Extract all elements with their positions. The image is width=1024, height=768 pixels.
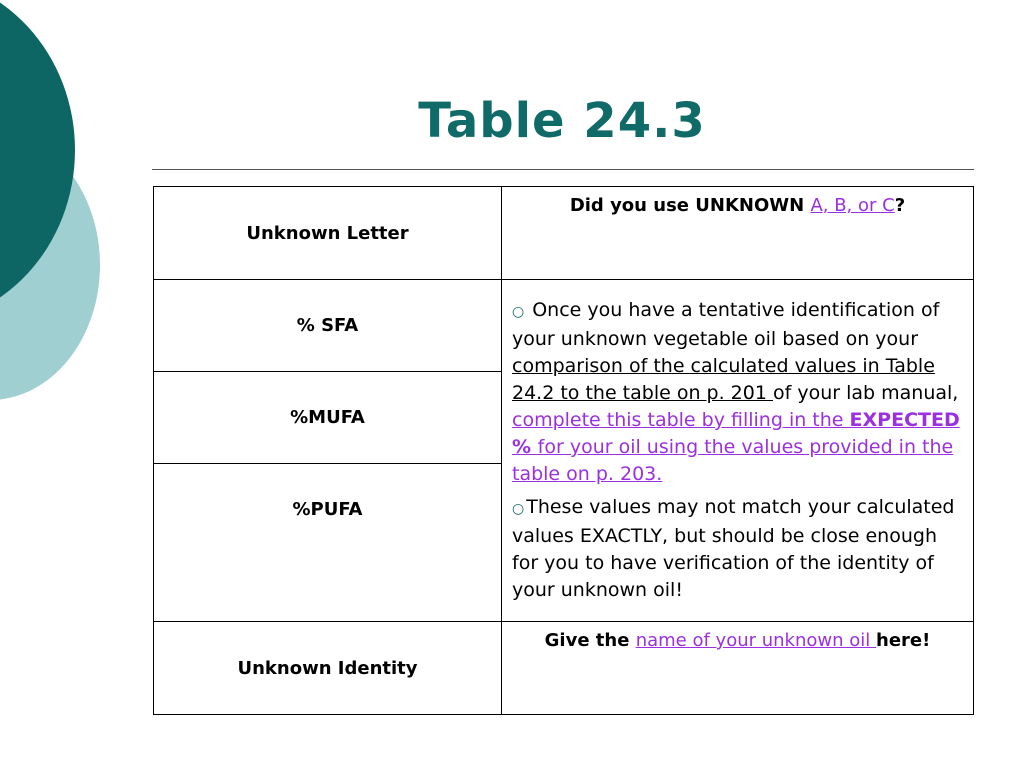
pufa-label: %PUFA <box>154 464 502 622</box>
comparison-underlined-text: comparison of the calculated values in Table 24.2 to the table on p. 201 <box>512 355 935 404</box>
instruction-paragraph-1: ○ Once you have a tentative identification of your unknown vegetable oil based on your comparison of the calculated values in Table 24.2 to the table on p. 201 of your lab manual, complete this table by filling in the EXPECTED % for your oil using the values provided in the table on p. 203. <box>512 299 960 485</box>
expected-percent-link[interactable]: EXPECTED % <box>512 409 960 458</box>
instructions-cell[interactable] <box>502 280 974 622</box>
mufa-label: %MUFA <box>154 372 502 464</box>
unknown-letter-prompt: Did you use UNKNOWN <box>569 195 811 216</box>
unknown-letter-label: Unknown Letter <box>154 187 502 280</box>
unknown-identity-cell[interactable] <box>502 622 974 715</box>
abc-link[interactable]: A, B, or C <box>810 195 895 216</box>
title-divider <box>152 169 974 170</box>
values-table-link[interactable]: for your oil using the values provided in the table on p. 203. <box>512 436 954 485</box>
page-title: Table 24.3 <box>418 93 706 149</box>
sfa-label: % SFA <box>154 280 502 372</box>
circle-bullet-icon: ○ <box>512 304 525 320</box>
complete-table-link[interactable]: complete this table by filling in the <box>512 409 850 431</box>
table-row <box>154 622 974 715</box>
identity-prompt: Give the <box>544 630 636 651</box>
identity-suffix: here! <box>876 630 931 651</box>
oil-name-link[interactable]: name of your unknown oil <box>635 630 876 651</box>
instruction-paragraph-2: ○ These values may not match your calculated values EXACTLY, but should be close enough for you to have verification of the identity of your unknown oil! <box>512 496 955 601</box>
circle-bullet-icon: ○ <box>512 501 525 517</box>
unknown-letter-cell[interactable] <box>502 187 974 280</box>
table-row <box>154 280 974 372</box>
table-row <box>154 187 974 280</box>
data-table <box>153 186 974 715</box>
unknown-letter-suffix: ? <box>894 195 906 216</box>
unknown-identity-label: Unknown Identity <box>154 622 502 715</box>
